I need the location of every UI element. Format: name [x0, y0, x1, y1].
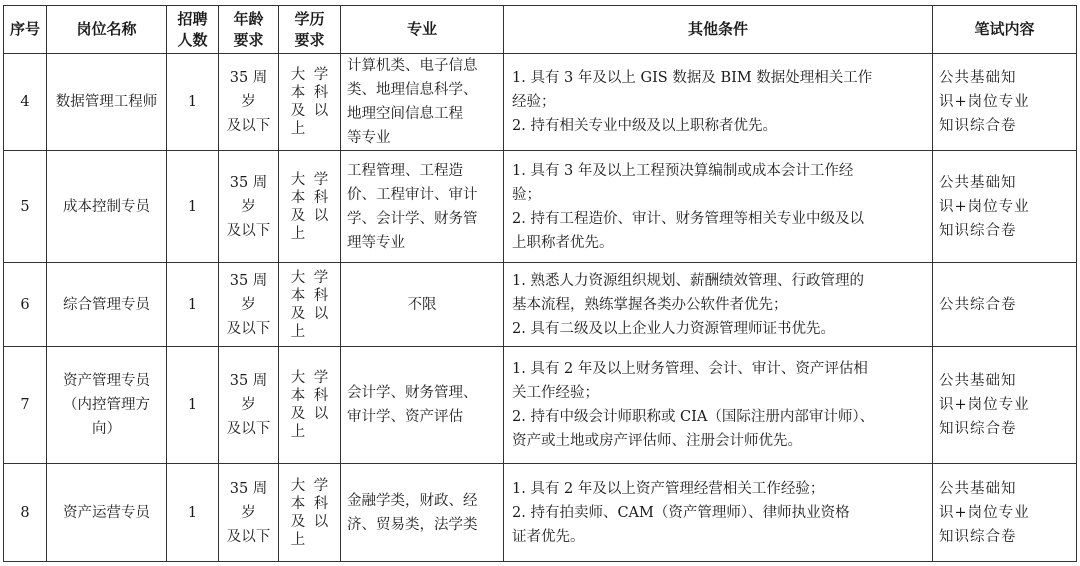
table-body — [4, 54, 1077, 562]
cell-position: 数据管理工程师 — [47, 54, 167, 151]
cell-other-conditions: 1. 具有 3 年及以上 GIS 数据及 BIM 数据处理相关工作 经验； 2. 持有相关专业中级及以上职称者优先。 — [504, 54, 933, 151]
cell-seq: 6 — [4, 263, 47, 347]
cell-exam: 公共综合卷 — [933, 263, 1077, 347]
cell-other-conditions: 1. 具有 2 年及以上资产管理经营相关工作经验； 2. 持有拍卖师、CAM（资产管理师）、律师执业资格 证者优先。 — [504, 464, 933, 562]
education-text: 大 学 本 科 及 以 上 — [290, 477, 329, 548]
cell-count: 1 — [167, 263, 219, 347]
cell-seq: 4 — [4, 54, 47, 151]
cell-exam: 公共基础知 识+岗位专业 知识综合卷 — [933, 151, 1077, 263]
header-major: 专业 — [341, 6, 504, 54]
cell-education — [279, 151, 341, 263]
cell-position: 综合管理专员 — [47, 263, 167, 347]
cell-count: 1 — [167, 54, 219, 151]
cell-exam: 公共基础知 识+岗位专业 知识综合卷 — [933, 464, 1077, 562]
education-text: 大 学 本 科 及 以 上 — [290, 171, 329, 242]
header-count: 招聘 人数 — [167, 6, 219, 54]
header-education: 学历 要求 — [279, 6, 341, 54]
cell-age: 35 周岁 及以下 — [219, 263, 279, 347]
cell-position: 成本控制专员 — [47, 151, 167, 263]
cell-education — [279, 263, 341, 347]
cell-age: 35 周岁 及以下 — [219, 464, 279, 562]
cell-age: 35 周岁 及以下 — [219, 347, 279, 464]
header-position: 岗位名称 — [47, 6, 167, 54]
cell-major: 不限 — [341, 263, 504, 347]
table-row — [4, 263, 1077, 347]
cell-age: 35 周岁 及以下 — [219, 151, 279, 263]
cell-other-conditions: 1. 具有 2 年及以上财务管理、会计、审计、资产评估相 关工作经验； 2. 持有中级会计师职称或 CIA（国际注册内部审计师）、 资产或土地或房产评估师、注册会计师优先。 — [504, 347, 933, 464]
header-row — [4, 6, 1077, 54]
education-text: 大 学 本 科 及 以 上 — [290, 269, 329, 340]
cell-education — [279, 54, 341, 151]
header-age: 年龄 要求 — [219, 6, 279, 54]
cell-position: 资产运营专员 — [47, 464, 167, 562]
header-exam: 笔试内容 — [933, 6, 1077, 54]
cell-education — [279, 464, 341, 562]
cell-major: 金融学类，财政、经 济、贸易类，法学类 — [341, 464, 504, 562]
header-other-conditions: 其他条件 — [504, 6, 933, 54]
cell-other-conditions: 1. 熟悉人力资源组织规划、薪酬绩效管理、行政管理的 基本流程，熟练掌握各类办公软件者优先； 2. 具有二级及以上企业人力资源管理师证书优先。 — [504, 263, 933, 347]
table-row — [4, 347, 1077, 464]
cell-exam: 公共基础知 识+岗位专业 知识综合卷 — [933, 54, 1077, 151]
header-seq: 序号 — [4, 6, 47, 54]
cell-seq: 8 — [4, 464, 47, 562]
education-text: 大 学 本 科 及 以 上 — [290, 67, 329, 137]
table-row — [4, 151, 1077, 263]
cell-major: 会计学、财务管理、 审计学、资产评估 — [341, 347, 504, 464]
cell-other-conditions: 1. 具有 3 年及以上工程预决算编制或成本会计工作经 验； 2. 持有工程造价、审计、财务管理等相关专业中级及以 上职称者优先。 — [504, 151, 933, 263]
cell-count: 1 — [167, 151, 219, 263]
cell-major: 工程管理、工程造 价、工程审计、审计 学、会计学、财务管 理等专业 — [341, 151, 504, 263]
cell-count: 1 — [167, 464, 219, 562]
table-row — [4, 54, 1077, 151]
cell-education — [279, 347, 341, 464]
job-requirements-table — [3, 5, 1077, 562]
cell-exam: 公共基础知 识+岗位专业 知识综合卷 — [933, 347, 1077, 464]
cell-major: 计算机类、电子信息 类、地理信息科学、 地理空间信息工程 等专业 — [341, 54, 504, 151]
cell-position: 资产管理专员 （内控管理方 向） — [47, 347, 167, 464]
cell-seq: 7 — [4, 347, 47, 464]
cell-age: 35 周岁 及以下 — [219, 54, 279, 151]
table-row — [4, 464, 1077, 562]
cell-seq: 5 — [4, 151, 47, 263]
cell-count: 1 — [167, 347, 219, 464]
education-text: 大 学 本 科 及 以 上 — [290, 370, 329, 440]
